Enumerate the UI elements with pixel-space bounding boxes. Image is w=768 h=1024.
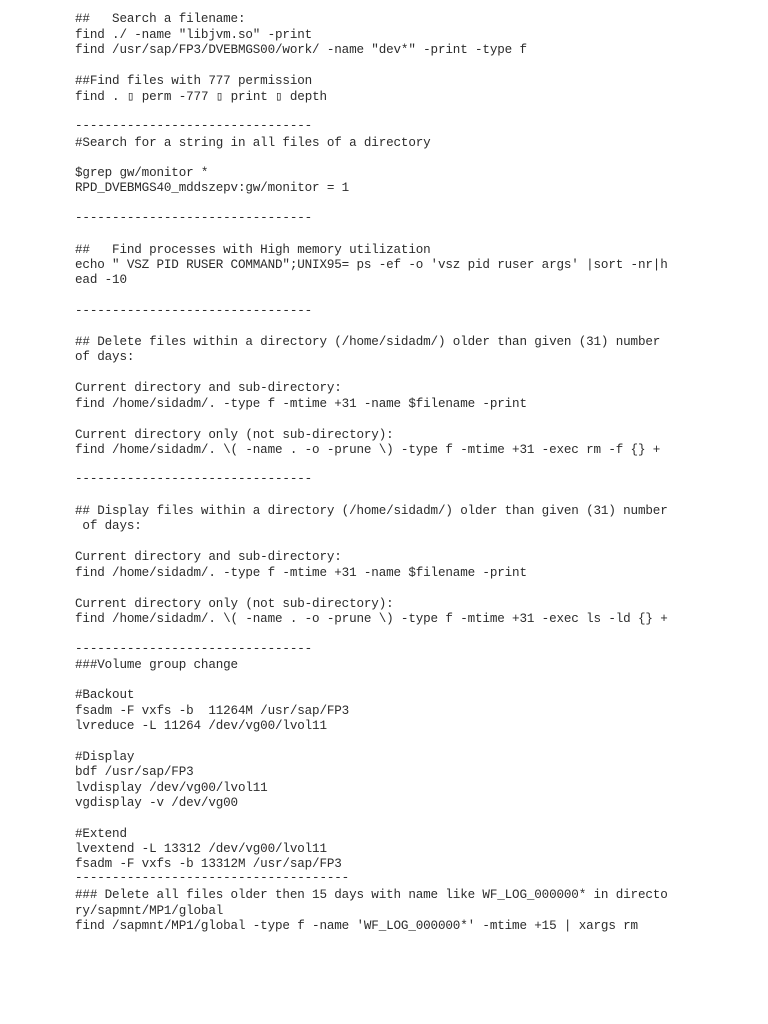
text-line: vgdisplay -v /dev/vg00 [75,796,238,810]
text-line: fsadm -F vxfs -b 13312M /usr/sap/FP3 [75,857,342,871]
text-line: echo " VSZ PID RUSER COMMAND";UNIX95= ps -ef -o 'vsz pid ruser args' |sort -nr|h [75,258,668,272]
text-line: ead -10 [75,273,127,287]
text-line: #Display [75,750,135,764]
text-line: #Backout [75,688,135,702]
separator-line: -------------------------------- [75,119,313,133]
text-line: Current directory only (not sub-directory): [75,597,394,611]
separator-line: -------------------------------- [75,472,313,486]
text-line: lvreduce -L 11264 /dev/vg00/lvol11 [75,719,327,733]
text-line: #Search for a string in all files of a directory [75,136,431,150]
separator-line: -------------------------------- [75,642,313,656]
text-line: ### Delete all files older then 15 days with name like WF_LOG_000000* in directo [75,888,668,902]
separator-line: -------------------------------- [75,211,313,225]
text-line: of days: [75,350,135,364]
text-line: ##Find files with 777 permission [75,74,313,88]
text-line: ## Display files within a directory (/home/sidadm/) older than given (31) number [75,504,668,518]
text-line: of days: [75,519,142,533]
text-line: ###Volume group change [75,658,238,672]
text-line: Current directory and sub-directory: [75,381,342,395]
text-line: find /home/sidadm/. -type f -mtime +31 -name $filename -print [75,566,527,580]
text-line: find /usr/sap/FP3/DVEBMGS00/work/ -name "dev*" -print -type f [75,43,527,57]
text-line: ## Delete files within a directory (/home/sidadm/) older than given (31) number [75,335,661,349]
text-line: find /home/sidadm/. \( -name . -o -prune \) -type f -mtime +31 -exec ls -ld {} + [75,612,668,626]
text-line: fsadm -F vxfs -b 11264M /usr/sap/FP3 [75,704,350,718]
text-line: lvdisplay /dev/vg00/lvol11 [75,781,268,795]
text-line: ry/sapmnt/MP1/global [75,904,224,918]
text-line: Current directory only (not sub-directory): [75,428,394,442]
text-line: find . ▯ perm -777 ▯ print ▯ depth [75,90,327,104]
text-line: find /sapmnt/MP1/global -type f -name 'WF_LOG_000000*' -mtime +15 | xargs rm [75,919,638,933]
text-line: #Extend [75,827,127,841]
text-line: bdf /usr/sap/FP3 [75,765,194,779]
text-line: find /home/sidadm/. -type f -mtime +31 -name $filename -print [75,397,527,411]
text-line: RPD_DVEBMGS40_mddszepv:gw/monitor = 1 [75,181,350,195]
text-line: lvextend -L 13312 /dev/vg00/lvol11 [75,842,327,856]
text-line: find /home/sidadm/. \( -name . -o -prune \) -type f -mtime +31 -exec rm -f {} + [75,443,661,457]
text-line: ## Find processes with High memory utilization [75,243,431,257]
text-line: find ./ -name "libjvm.so" -print [75,28,313,42]
text-line: $grep gw/monitor * [75,166,209,180]
separator-line: -------------------------------- [75,304,313,318]
separator-line: ------------------------------------- [75,871,350,885]
text-line: ## Search a filename: [75,12,246,26]
text-line: Current directory and sub-directory: [75,550,342,564]
